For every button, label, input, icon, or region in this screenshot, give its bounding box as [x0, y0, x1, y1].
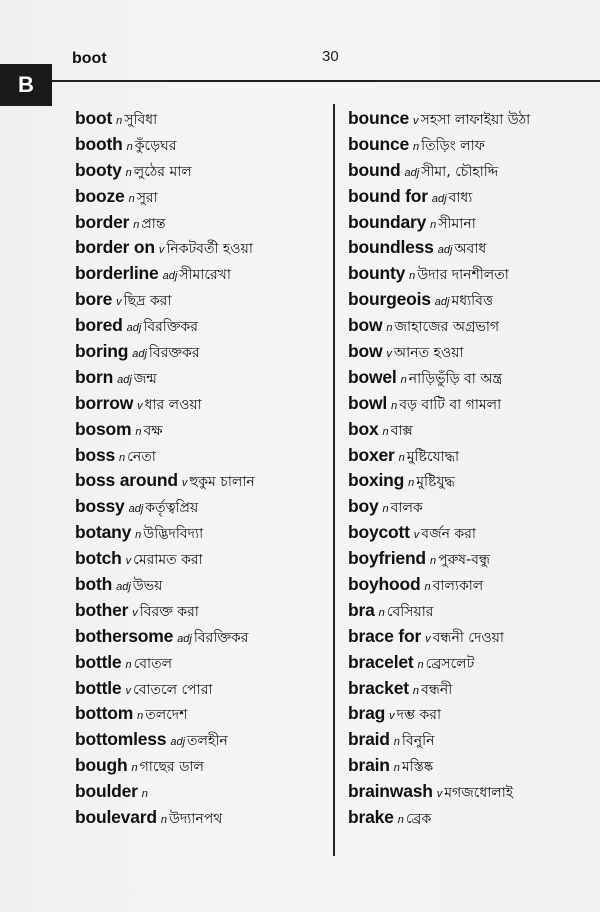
entry-headword: brake: [348, 807, 394, 828]
entry-part-of-speech: v: [413, 115, 419, 127]
entry-part-of-speech: v: [436, 788, 443, 801]
entry-meaning: মগজধোলাই: [444, 785, 514, 802]
entry-meaning: সীমারেখা: [179, 267, 231, 284]
entry-part-of-speech: n: [126, 140, 133, 153]
page-number: 30: [322, 48, 339, 65]
entry-headword: bottom: [75, 703, 134, 724]
dictionary-entry: [75, 598, 330, 624]
entry-meaning: মধ্যবিত্ত: [451, 293, 493, 310]
entry-part-of-speech: n: [386, 322, 393, 335]
entry-headword: brain: [348, 755, 390, 776]
entry-headword: bore: [75, 289, 113, 310]
entry-meaning: বিরক্তিকর: [143, 319, 198, 336]
dictionary-entry: [75, 210, 330, 236]
right-column: [348, 106, 593, 831]
dictionary-entry: [348, 132, 593, 158]
dictionary-entry: [75, 468, 330, 494]
entry-part-of-speech: n: [133, 218, 140, 231]
dictionary-entry: [348, 727, 593, 753]
entry-part-of-speech: n: [378, 606, 385, 619]
entry-part-of-speech: adj: [177, 632, 192, 645]
entry-meaning: উদ্যানপথ: [168, 811, 223, 828]
dictionary-entry: [348, 261, 593, 287]
dictionary-entry: [348, 650, 593, 676]
entry-meaning: বিরক্ত করা: [139, 603, 199, 620]
dictionary-entry: [348, 520, 593, 546]
entry-headword: boycott: [348, 522, 410, 543]
dictionary-entry: [348, 676, 593, 702]
entry-part-of-speech: n: [430, 218, 437, 231]
entry-headword: bowl: [348, 392, 388, 413]
entry-meaning: উভয়: [132, 578, 163, 595]
dictionary-entry: [348, 494, 593, 520]
dictionary-entry: [75, 339, 330, 365]
entry-meaning: দম্ভ করা: [396, 707, 442, 724]
dictionary-entry: [75, 132, 330, 158]
dictionary-entry: [348, 106, 593, 132]
entry-part-of-speech: v: [425, 632, 431, 645]
entry-headword: botch: [75, 548, 122, 569]
entry-headword: botany: [75, 522, 132, 543]
entry-meaning: বোতল: [133, 655, 173, 672]
guide-word: boot: [72, 50, 107, 67]
entry-part-of-speech: adj: [128, 503, 144, 516]
entry-headword: booty: [75, 159, 122, 180]
entry-part-of-speech: n: [125, 658, 132, 671]
dictionary-entry: [75, 313, 330, 339]
dictionary-entry: [348, 468, 593, 494]
entry-part-of-speech: n: [412, 684, 419, 697]
entry-part-of-speech: n: [393, 762, 400, 775]
entry-meaning: লুঠের মাল: [133, 163, 192, 180]
entry-headword: bourgeois: [348, 289, 431, 310]
entry-headword: boring: [75, 341, 129, 362]
entry-meaning: নেতা: [127, 448, 156, 465]
entry-meaning: ব্রেক: [405, 811, 432, 828]
dictionary-entry: [348, 365, 593, 391]
dictionary-entry: [75, 287, 330, 313]
entry-meaning: মুষ্টিযুদ্ধ: [416, 474, 455, 491]
entry-headword: boxer: [348, 444, 395, 465]
dictionary-entry: [75, 701, 330, 727]
entry-headword: bounce: [348, 108, 410, 128]
header-rule: [0, 80, 600, 82]
entry-part-of-speech: n: [400, 373, 407, 386]
dictionary-entry: [348, 287, 593, 313]
entry-part-of-speech: n: [424, 581, 431, 594]
entry-meaning: গাছের ডাল: [139, 759, 204, 776]
entry-headword: boulder: [75, 781, 138, 802]
entry-meaning: মেরামত করা: [133, 552, 203, 569]
dictionary-entry: [75, 753, 330, 779]
entry-meaning: নিকটবর্তী হওয়া: [166, 241, 253, 258]
entry-meaning: তলদেশ: [145, 707, 188, 724]
entry-part-of-speech: n: [409, 270, 416, 283]
entry-headword: boss around: [75, 470, 178, 491]
entry-headword: boxing: [348, 470, 405, 491]
dictionary-entry: [348, 210, 593, 236]
dictionary-entry: [348, 753, 593, 779]
entry-headword: bow: [348, 315, 383, 336]
entry-part-of-speech: n: [137, 710, 144, 723]
entry-part-of-speech: n: [160, 814, 167, 827]
dictionary-entry: [75, 417, 330, 443]
dictionary-entry: [75, 779, 330, 805]
entry-part-of-speech: v: [125, 684, 131, 697]
entry-headword: boy: [348, 496, 379, 517]
entry-meaning: প্রান্ত: [141, 215, 166, 232]
entry-meaning: বন্ধনী: [420, 681, 453, 698]
entry-part-of-speech: v: [158, 244, 165, 257]
entry-part-of-speech: n: [125, 166, 132, 179]
column-divider: [333, 104, 335, 856]
dictionary-entry: [348, 391, 593, 417]
entry-headword: braid: [348, 729, 390, 750]
dictionary-entry: [75, 494, 330, 520]
entry-meaning: সহসা লাফাইয়া উঠা: [420, 112, 531, 128]
dictionary-entry: [348, 805, 593, 831]
entry-part-of-speech: adj: [126, 322, 142, 335]
entry-headword: bra: [348, 599, 375, 620]
entry-meaning: কুঁড়েঘর: [134, 137, 177, 154]
entry-part-of-speech: n: [429, 555, 437, 568]
entry-meaning: ছিদ্র করা: [123, 293, 172, 310]
dictionary-entry: [348, 701, 593, 727]
left-column: [75, 106, 330, 831]
entry-part-of-speech: n: [141, 788, 148, 801]
entry-part-of-speech: v: [132, 606, 138, 619]
dictionary-entry: [75, 520, 330, 546]
entry-headword: bounty: [348, 263, 406, 284]
entry-part-of-speech: v: [116, 296, 122, 309]
entry-headword: bound: [348, 159, 401, 180]
dictionary-entry: [348, 443, 593, 469]
entry-headword: bough: [75, 755, 128, 776]
dictionary-entry: [75, 184, 330, 210]
entry-meaning: তিড়িং লাফ: [421, 137, 485, 154]
dictionary-entry: [348, 339, 593, 365]
entry-headword: boot: [75, 108, 113, 128]
entry-meaning: বর্জন করা: [421, 526, 476, 543]
dictionary-entry: [75, 391, 330, 417]
entry-meaning: তলহীন: [187, 733, 228, 750]
entry-part-of-speech: v: [181, 477, 188, 490]
entry-headword: bound for: [348, 185, 428, 206]
dictionary-entry: [348, 313, 593, 339]
entry-part-of-speech: n: [397, 814, 404, 827]
entry-part-of-speech: v: [389, 710, 395, 723]
dictionary-entry: [348, 546, 593, 572]
entry-headword: bottle: [75, 651, 122, 672]
entry-headword: boyhood: [348, 574, 421, 595]
entry-meaning: হুকুম চালান: [189, 474, 255, 491]
dictionary-entry: [75, 650, 330, 676]
entry-headword: both: [75, 574, 113, 595]
entry-part-of-speech: v: [137, 399, 143, 412]
entry-part-of-speech: n: [413, 140, 420, 153]
entry-part-of-speech: adj: [434, 296, 450, 309]
entry-meaning: পুরুষ-বন্ধু: [438, 552, 490, 569]
entry-meaning: কর্তৃত্বপ্রিয়: [145, 500, 199, 517]
dictionary-entry: [348, 235, 593, 261]
entry-part-of-speech: n: [116, 115, 123, 127]
dictionary-entry: [348, 184, 593, 210]
entry-headword: border on: [75, 237, 155, 258]
entry-headword: bounce: [348, 133, 410, 154]
dictionary-entry: [75, 106, 330, 132]
dictionary-entry: [348, 572, 593, 598]
entry-headword: boss: [75, 444, 116, 465]
entry-headword: border: [75, 211, 130, 232]
entry-headword: bottle: [75, 677, 122, 698]
entry-part-of-speech: n: [391, 399, 398, 412]
entry-part-of-speech: adj: [116, 581, 131, 594]
entry-meaning: বেসিয়ার: [386, 603, 434, 620]
entry-meaning: বক্ষ: [143, 422, 163, 439]
entry-headword: boundary: [348, 211, 427, 232]
entry-headword: bottomless: [75, 729, 167, 750]
entry-headword: brace for: [348, 625, 422, 646]
entry-meaning: উদ্ভিদবিদ্যা: [143, 526, 204, 543]
dictionary-entry: [75, 572, 330, 598]
entry-meaning: বাক্স: [390, 422, 413, 439]
entry-part-of-speech: n: [131, 762, 138, 775]
dictionary-entry: [75, 443, 330, 469]
entry-headword: brag: [348, 703, 386, 724]
entry-meaning: বিনুনি: [401, 733, 435, 750]
entry-headword: boundless: [348, 237, 434, 258]
entry-part-of-speech: adj: [162, 270, 178, 283]
entry-headword: bracelet: [348, 651, 414, 672]
entry-headword: bothersome: [75, 625, 174, 646]
entry-meaning: বিরক্তিকর: [193, 629, 249, 646]
entry-meaning: অবাধ: [454, 241, 487, 258]
entry-part-of-speech: n: [393, 736, 400, 749]
entry-meaning: উদার দানশীলতা: [417, 267, 509, 284]
entry-part-of-speech: n: [135, 425, 142, 438]
entry-part-of-speech: adj: [132, 348, 147, 361]
entry-headword: bowel: [348, 366, 397, 387]
entry-meaning: বন্ধনী দেওয়া: [432, 629, 504, 646]
entry-part-of-speech: adj: [431, 192, 447, 205]
dictionary-entry: [75, 261, 330, 287]
entry-part-of-speech: n: [398, 451, 405, 464]
entry-headword: bother: [75, 599, 129, 620]
entry-headword: bosom: [75, 418, 132, 439]
dictionary-entry: [348, 598, 593, 624]
dictionary-entry: [75, 235, 330, 261]
entry-meaning: সুরা: [136, 189, 158, 206]
entry-meaning: জন্ম: [133, 370, 157, 387]
entry-meaning: সুবিধা: [124, 112, 158, 128]
entry-part-of-speech: n: [417, 658, 424, 671]
entry-part-of-speech: n: [382, 503, 389, 516]
dictionary-entry: [348, 158, 593, 184]
entry-headword: brainwash: [348, 781, 433, 802]
dictionary-entry: [348, 624, 593, 650]
entry-part-of-speech: n: [128, 192, 135, 205]
entry-headword: born: [75, 366, 114, 387]
entry-headword: box: [348, 418, 379, 439]
letter-tab: B: [0, 64, 52, 106]
dictionary-entry: [75, 805, 330, 831]
dictionary-entry: [75, 727, 330, 753]
entry-headword: bossy: [75, 496, 125, 517]
dictionary-entry: [75, 158, 330, 184]
dictionary-entry: [348, 779, 593, 805]
entry-meaning: জাহাজের অগ্রভাগ: [394, 319, 500, 336]
entry-meaning: বাধ্য: [448, 189, 473, 206]
entry-headword: borrow: [75, 392, 134, 413]
dictionary-entry: [75, 676, 330, 702]
entry-headword: bow: [348, 341, 383, 362]
entry-part-of-speech: n: [119, 451, 126, 464]
entry-headword: booth: [75, 133, 123, 154]
entry-meaning: মস্তিষ্ক: [401, 759, 434, 776]
entry-part-of-speech: adj: [170, 736, 186, 749]
dictionary-entry: [75, 365, 330, 391]
entry-meaning: সীমা, চৌহাদ্দি: [421, 163, 499, 180]
entry-part-of-speech: v: [413, 529, 420, 542]
entry-part-of-speech: v: [386, 348, 392, 361]
entry-part-of-speech: n: [408, 477, 415, 490]
entry-headword: borderline: [75, 263, 159, 284]
entry-meaning: বাল্যকাল: [432, 578, 484, 595]
entry-headword: booze: [75, 185, 125, 206]
entry-meaning: বোতলে পোরা: [132, 681, 213, 698]
entry-meaning: মুষ্টিযোদ্ধা: [406, 448, 460, 465]
entry-meaning: ধার লওয়া: [144, 396, 202, 413]
entry-meaning: বড় বাটি বা গামলা: [399, 396, 502, 413]
entry-meaning: আনত হওয়া: [393, 345, 464, 362]
entry-meaning: নাড়িভুঁড়ি বা অন্ত্র: [408, 370, 503, 387]
entry-meaning: বালক: [390, 500, 423, 517]
entry-part-of-speech: v: [125, 555, 132, 568]
entry-part-of-speech: n: [135, 529, 142, 542]
entry-part-of-speech: n: [382, 425, 389, 438]
entry-part-of-speech: adj: [404, 166, 420, 179]
entry-meaning: ব্রেসলেট: [425, 655, 475, 672]
entry-headword: boyfriend: [348, 548, 426, 569]
entry-part-of-speech: adj: [437, 244, 453, 257]
entry-meaning: বিরক্তকর: [148, 345, 200, 362]
entry-headword: bracket: [348, 677, 409, 698]
dictionary-entry: [75, 624, 330, 650]
entry-headword: bored: [75, 315, 123, 336]
entry-meaning: সীমানা: [438, 215, 476, 232]
dictionary-entry: [348, 417, 593, 443]
entry-part-of-speech: adj: [117, 373, 132, 386]
dictionary-entry: [75, 546, 330, 572]
entry-headword: boulevard: [75, 807, 157, 828]
